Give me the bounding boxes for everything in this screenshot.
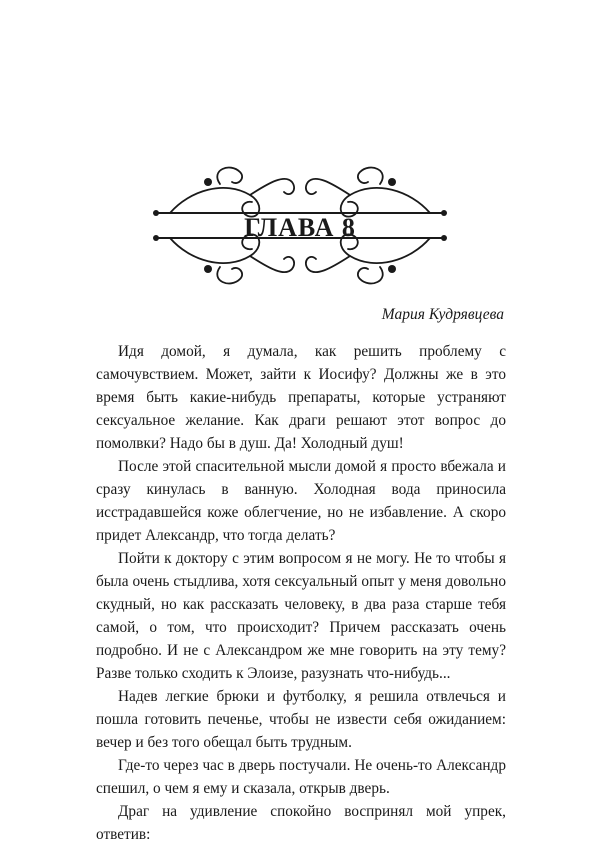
- paragraph: Драг на удивление спокойно воспринял мой упрек, ответив:: [96, 803, 506, 843]
- paragraph: Пойти к доктору с этим вопросом я не могу. Не то чтобы я была очень стыдлива, хотя сексуальный опыт у меня довольно скудный, но как рассказать человеку, в два раза старше тебя самой, о том, что происходит? Причем рассказать очень подробно. И не с Александром же мне говорить на эту тему? Разве только сходить к Элоизе, разузнать что-нибудь...: [96, 550, 506, 682]
- author-name: Мария Кудрявцева: [381, 306, 504, 323]
- paragraph: Надев легкие брюки и футболку, я решила отвлечься и пошла готовить печенье, чтобы не извести себя ожиданием: вечер и без того обещал быть трудным.: [96, 688, 506, 751]
- chapter-title: ГЛАВА 8: [244, 213, 356, 242]
- paragraph: Где-то через час в дверь постучали. Не очень-то Александр спешил, о чем я ему и сказала, открыв дверь.: [96, 757, 506, 797]
- paragraph: После этой спасительной мысли домой я просто вбежала и сразу кинулась в ванную. Холодная вода приносила исстрадавшейся коже облегчение, но не избавление. А скоро придет Александр, что тогда делать?: [96, 458, 506, 544]
- paragraph: Идя домой, я думала, как решить проблему с самочувствием. Может, зайти к Иосифу? Должны же в это время быть какие-нибудь препараты, которые устраняют сексуальное желание. Как драги решают этот вопрос до помолвки? Надо бы в душ. Да! Холодный душ!: [96, 343, 506, 452]
- body-text: [96, 340, 506, 846]
